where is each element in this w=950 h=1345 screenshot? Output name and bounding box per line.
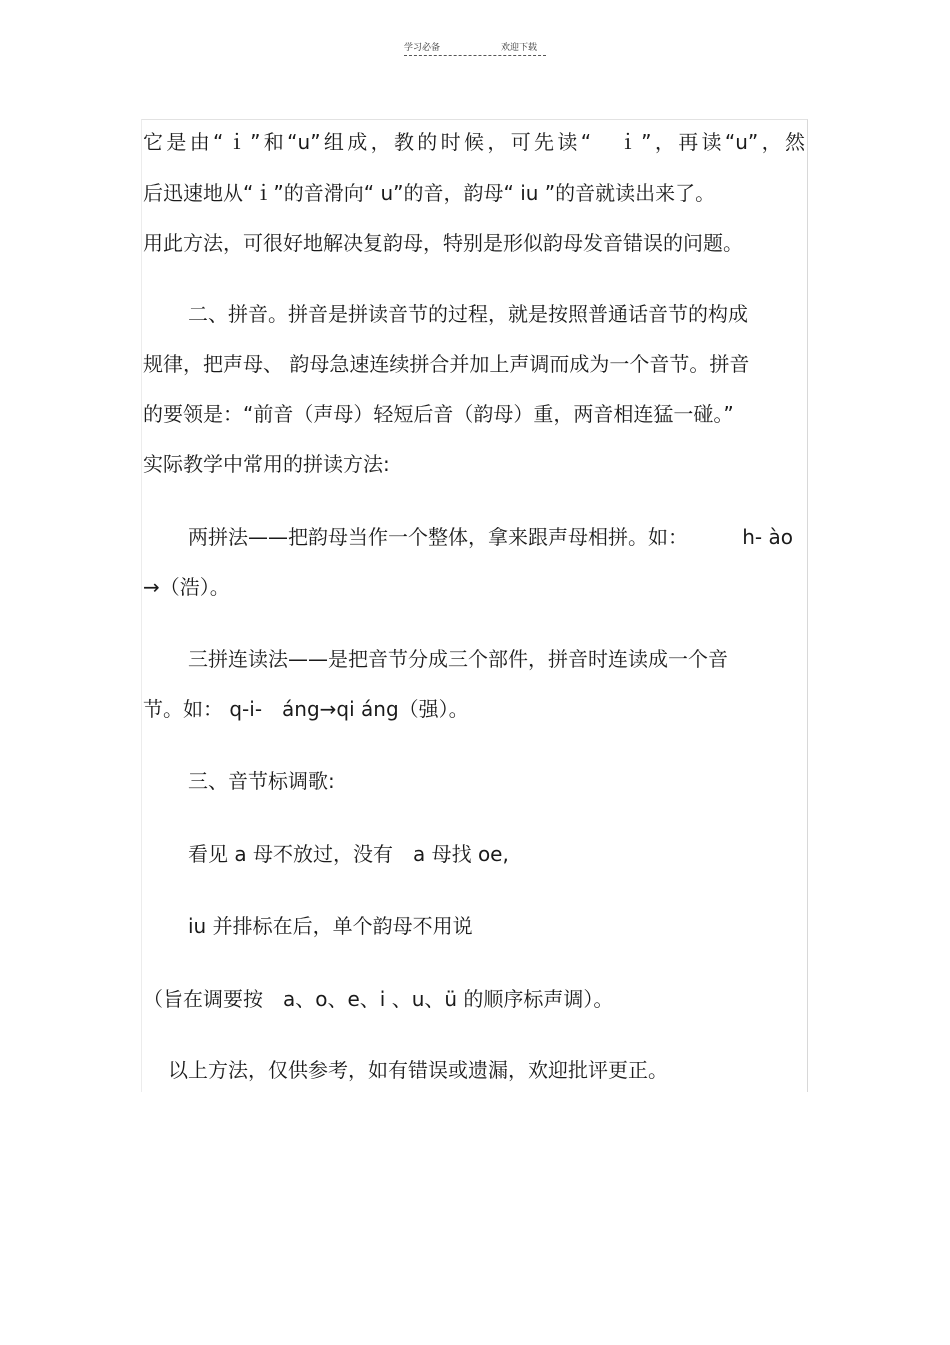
paragraph-line: 的要领是：“前音（声母）轻短后音（韵母）重，两音相连猛一碰。”: [143, 402, 734, 426]
paragraph-line: →（浩）。: [143, 575, 230, 599]
paragraph-line: 二、拼音。拼音是拼读音节的过程，就是按照普通话音节的构成: [188, 302, 748, 326]
pinyin-example: h- ào: [742, 525, 793, 549]
paragraph-line: 后迅速地从“ｉ”的音滑向“ u”的音，韵母“ iu ”的音就读出来了。: [143, 181, 716, 205]
page-header: [404, 38, 546, 58]
paragraph-line: 它是由“ｉ”和“u”组成，教的时候，可先读“ ｉ”，再读“u”，然: [143, 130, 805, 154]
header-right-text: 欢迎下载: [501, 43, 538, 53]
paragraph-line: 以上方法，仅供参考，如有错误或遗漏，欢迎批评更正。: [168, 1058, 668, 1082]
paragraph-line: 三拼连读法——是把音节分成三个部件，拼音时连读成一个音: [188, 647, 728, 671]
content-frame: [141, 119, 808, 1092]
paragraph-line: [188, 525, 793, 549]
paragraph-line: 节。如： q-i- áng→qi áng（强）。: [143, 697, 469, 721]
paragraph-line: 用此方法，可很好地解决复韵母，特别是形似韵母发音错误的问题。: [143, 231, 743, 255]
paragraph-line: 实际教学中常用的拼读方法:: [143, 452, 390, 476]
paragraph-line: 看见 a 母不放过，没有 a 母找 oe,: [188, 842, 509, 866]
paragraph-line: 规律，把声母、 韵母急速连续拼合并加上声调而成为一个音节。拼音: [143, 352, 750, 376]
paragraph-line: 三、音节标调歌:: [188, 769, 335, 793]
two-spell-method-text: 两拼法——把韵母当作一个整体，拿来跟声母相拼。如：: [188, 525, 688, 549]
paragraph-line: iu 并排标在后，单个韵母不用说: [188, 914, 473, 938]
paragraph-line: （旨在调要按 a、o、e、i 、u、ü 的顺序标声调）。: [143, 987, 614, 1011]
header-dashed-rule: [404, 55, 546, 56]
header-left-text: 学习必备: [404, 43, 441, 53]
